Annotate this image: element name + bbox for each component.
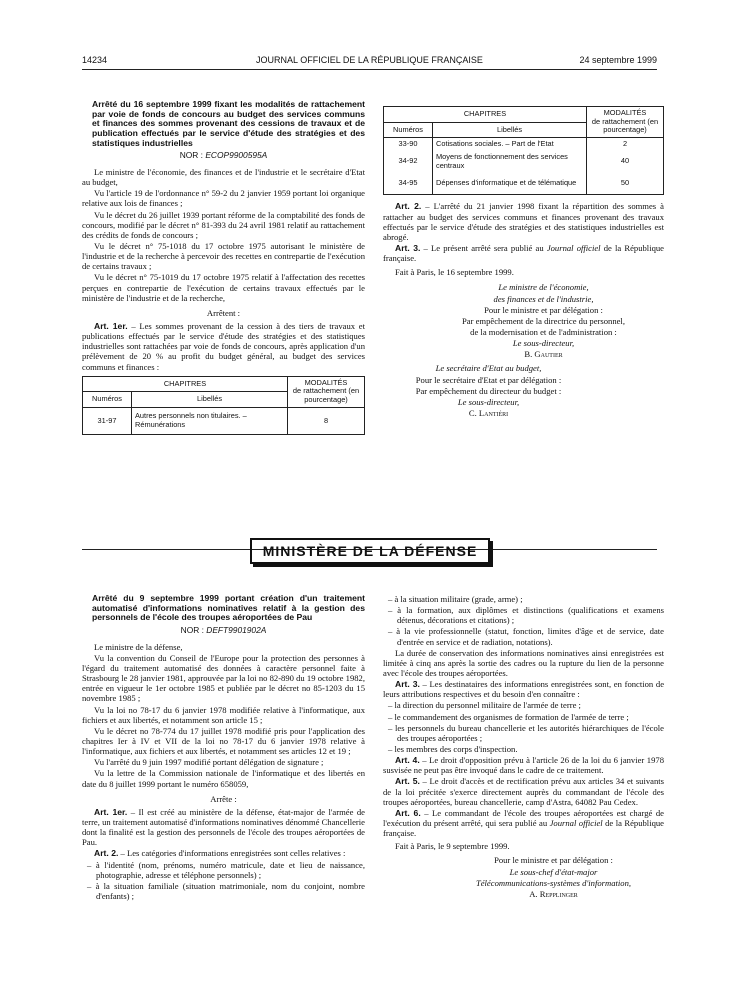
- table-row: 33-90 Cotisations sociales. – Part de l'Etat 2: [384, 138, 664, 151]
- table-header-numeros: Numéros: [83, 392, 132, 408]
- arrete1-left-column: [82, 100, 365, 435]
- issue-date: 24 septembre 1999: [579, 55, 657, 65]
- arrete2-nor: NOR : DEFT9901902A: [180, 624, 267, 635]
- arrete2-right-column: [383, 594, 664, 900]
- arrete2-article-2: Art. 2. – Les catégories d'informations enregistrées sont celles relatives :: [94, 848, 346, 859]
- arrete2-signature: Pour le ministre et par délégation : Le sous-chef d'état-major Télécommunications-systèmes d'information, A. Repplinger: [475, 855, 632, 899]
- list-item: – à la formation, aux diplômes et distinctions (qualifications et examens détenus, décorations et citations) ;: [388, 605, 664, 626]
- header-rule: [82, 69, 657, 70]
- arrete1-visa-1: Le ministre de l'économie, des finances et de l'industrie et le secrétaire d'Etat au budget,: [82, 167, 365, 188]
- arrete2-article-3: Art. 3. – Les destinataires des informations enregistrées sont, en fonction de leurs attributions respectives et du besoin d'en connaître :: [383, 679, 665, 700]
- table-row: 31-97 Autres personnels non titulaires. – Rémunérations 8: [83, 407, 365, 434]
- table-header-libelles: Libellés: [132, 392, 288, 408]
- page-number: 14234: [82, 55, 108, 65]
- arrete2-fait: Fait à Paris, le 9 septembre 1999.: [395, 841, 510, 852]
- arrete2-arrete: Arrête :: [210, 793, 237, 804]
- arrete1-nor: NOR : ECOP9900595A: [179, 150, 268, 161]
- arrete2-article-5: Art. 5. – Le droit d'accès et de rectification prévu aux articles 34 et suivants de la loi précitée s'exerce directement auprès du commandant de l'école des troupes aéroportées, bureau chancellerie, camp d'Astra, 64082 Pau Cedex.: [383, 776, 665, 807]
- arrete2-visa-4: Vu le décret no 78-774 du 17 juillet 1978 modifié pris pour l'application des chapitres Ier à IV et VII de la loi no 78-17 du 6 janvier 1978 relative à l'informatique, aux fichiers et aux libertés, et notamment ses articles 12 et 19 ;: [82, 725, 365, 757]
- list-item: – à la vie professionnelle (statut, fonction, limites d'âge et de service, date d'entrée en service et de radiation, notations).: [388, 626, 664, 647]
- chapters-table-1: [82, 376, 365, 435]
- arrete2-article-1: Art. 1er. – Il est créé au ministère de la défense, état-major de l'armée de terre, un traitement automatisé d'informations nominatives dénommé Chancellerie dont la finalité est la gestion des personnels de l'école des troupes aéroportées de Pau.: [82, 806, 365, 848]
- arrete1-signature-1: Le ministre de l'économie, des finances et de l'industrie, Pour le ministre et par délégation : Par empêchement de la directrice du personnel, de la modernisation et de l'administration : Le sous-directeur, B. Gautier: [462, 282, 625, 360]
- arrete2-categories-list-b: [388, 594, 664, 647]
- table-row: 34-95 Dépenses d'informatique et de télématique 50: [384, 172, 664, 195]
- table-row: 34-92 Moyens de fonctionnement des services centraux 40: [384, 151, 664, 172]
- arrete1-arretent: Arrêtent :: [206, 307, 241, 318]
- arrete1-visa-4: Vu le décret n° 75-1018 du 17 octobre 1975 autorisant le ministère de l'industrie et de la recherche à percevoir des recettes en contrepartie de l'exécution de certains travaux ;: [82, 241, 365, 272]
- list-item: – à la situation familiale (situation matrimoniale, nom du conjoint, nombre d'enfants) ;: [87, 880, 365, 902]
- arrete1-visa-2: Vu l'article 19 de l'ordonnance n° 59-2 du 2 janvier 1959 portant loi organique relative aux lois de finances ;: [82, 188, 365, 209]
- arrete1-article-2: Art. 2. – L'arrêté du 21 janvier 1998 fixant la répartition des sommes à rattacher au budget des services communs et finances provenant des travaux effectués par le service d'étude des stratégies et des statistiques industrielles est abrogé.: [383, 201, 664, 242]
- arrete1-signature-2: Le secrétaire d'Etat au budget, Pour le secrétaire d'Etat et par délégation : Par empêchement du directeur du budget : Le sous-directeur, C. Lantiéri: [415, 363, 562, 418]
- arrete1-fait: Fait à Paris, le 16 septembre 1999.: [395, 267, 514, 278]
- arrete2-left-column: [82, 594, 365, 902]
- arrete2-recipients-list: [388, 700, 664, 754]
- arrete2-visa-6: Vu la lettre de la Commission nationale de l'informatique et des libertés en date du 8 juillet 1999 portant le numéro 658059,: [82, 768, 365, 789]
- arrete2-categories-list-a: [87, 860, 365, 902]
- list-item: – la direction du personnel militaire de l'armée de terre ;: [388, 700, 581, 711]
- arrete2-visa-1: Le ministre de la défense,: [94, 641, 183, 652]
- table-header-chapitres: CHAPITRES: [83, 376, 288, 392]
- table-header-modalites: MODALITÉS de rattachement (en pourcentage): [288, 376, 365, 407]
- list-item: – à la situation militaire (grade, arme) ;: [388, 594, 523, 604]
- list-item: – les membres des corps d'inspection.: [388, 743, 518, 754]
- arrete2-visa-2: Vu la convention du Conseil de l'Europe pour la protection des personnes à l'égard du traitement automatisé des données à caractère personnel faite à Strasbourg le 28 janvier 1981, approuvée par la loi no 82-890 du 19 octobre 1982, entrée en vigueur le 1er octobre 1985 et publiée par le décret no 85-1203 du 15 novembre 1985 ;: [82, 652, 365, 704]
- arrete2-visa-3: Vu la loi no 78-17 du 6 janvier 1978 modifiée relative à l'informatique, aux fichiers et aux libertés, et notamment son article 15 ;: [82, 704, 365, 725]
- arrete1-article-3: Art. 3. – Le présent arrêté sera publié au Journal officiel de la République française.: [383, 242, 664, 264]
- arrete1-article-1: Art. 1er. – Les sommes provenant de la cession à des tiers de travaux et publications effectués par le service d'étude des stratégies et des statistiques industrielles sont rattachées par voie de fonds de concours, après application d'un prélèvement de 20 % au profit du budget général, au budget des services communs et finances :: [82, 321, 365, 372]
- arrete2-article-6: Art. 6. – Le commandant de l'école des troupes aéroportées est chargé de l'exécution du présent arrêté, qui sera publié au Journal officiel de la République française.: [383, 807, 664, 839]
- list-item: – les personnels du bureau chancellerie et les autorités hiérarchiques de l'école des troupes aéroportées ;: [388, 722, 664, 743]
- ministry-banner: MINISTÈRE DE LA DÉFENSE: [250, 538, 490, 564]
- arrete2-duree: La durée de conservation des informations nominatives ainsi enregistrées est limitée à cinq ans après la sortie des cadres ou la rupture du lien de la personne avec l'école des troupes aéroportées.: [383, 647, 664, 678]
- journal-title: JOURNAL OFFICIEL DE LA RÉPUBLIQUE FRANÇAISE: [256, 55, 483, 65]
- arrete1-right-column: [383, 106, 664, 419]
- arrete2-article-4: Art. 4. – Le droit d'opposition prévu à l'article 26 de la loi du 6 janvier 1978 susvisée ne peut pas être invoqué dans le cadre de ce traitement.: [383, 755, 664, 776]
- arrete2-visa-5: Vu l'arrêté du 9 juin 1997 modifié portant délégation de signature ;: [94, 757, 324, 768]
- arrete1-title: Arrêté du 16 septembre 1999 fixant les modalités de rattachement par voie de fonds de concours au budget des services communs et finances des sommes provenant des cessions de travaux et de publication effectués par le service d'étude des stratégies et des statistiques industrielles: [92, 99, 365, 148]
- arrete1-visa-3: Vu le décret du 26 juillet 1939 portant réforme de la comptabilité des fonds de concours, modifié par le décret n° 81-393 du 24 avril 1981 relatif au rattachement des crédits de fonds de concours ;: [82, 209, 365, 240]
- list-item: – le commandement des organismes de formation de l'armée de terre ;: [388, 711, 629, 722]
- arrete1-visa-5: Vu le décret n° 75-1019 du 17 octobre 1975 relatif à l'affectation des recettes perçues en contrepartie de l'exécution de certains travaux effectués par le ministère de l'industrie et de la recherche,: [82, 272, 365, 303]
- chapters-table-2: CHAPITRES MODALITÉS de rattachement (en pourcentage) Numéros Libellés 33-90 Cotisations sociales. – Part de l'Etat 2 34-92 Moyens de fonctionnement des services centraux 40 34-95 Dépenses d'informatique et de télématique 50: [383, 106, 664, 195]
- list-item: – à l'identité (nom, prénoms, numéro matricule, date et lieu de naissance, photographie, adresse et téléphone personnels) ;: [87, 859, 365, 880]
- arrete2-title: Arrêté du 9 septembre 1999 portant création d'un traitement automatisé d'informations nominatives relatif à la gestion des personnels de l'école des troupes aéroportées de Pau: [92, 593, 365, 623]
